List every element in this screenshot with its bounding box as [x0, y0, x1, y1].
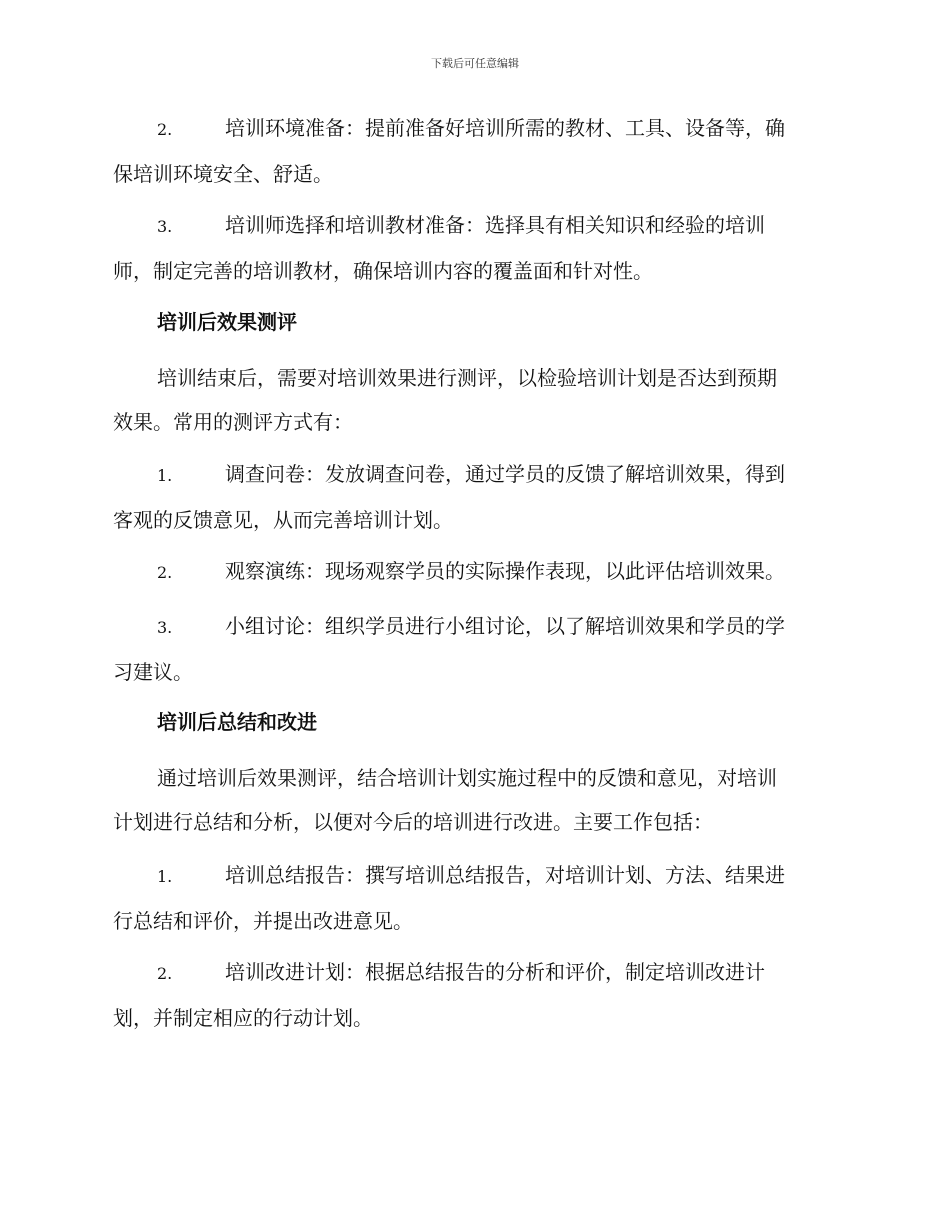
- list-number: 3.: [157, 217, 173, 236]
- paragraph-line: 效果。常用的测评方式有：: [113, 410, 353, 434]
- list-item-report: [113, 853, 838, 943]
- list-item-trainer: [113, 203, 838, 293]
- list-item-observe: [113, 549, 838, 595]
- page-header: 下载后可任意编辑: [431, 57, 519, 70]
- paragraph-line: 通过培训后效果测评，结合培训计划实施过程中的反馈和意见，对培训: [157, 766, 777, 790]
- list-item-text-cont: 习建议。: [113, 660, 193, 684]
- list-item-survey: [113, 452, 838, 542]
- list-item-text-cont: 师，制定完善的培训教材，确保培训内容的覆盖面和针对性。: [113, 259, 653, 283]
- list-number: 1.: [157, 867, 173, 886]
- list-number: 2.: [157, 964, 173, 983]
- list-number: 2.: [157, 563, 173, 582]
- list-item-improve: [113, 950, 838, 1040]
- list-item-text: 培训改进计划：根据总结报告的分析和评价，制定培训改进计: [225, 960, 765, 984]
- section-heading-summary: 培训后总结和改进: [157, 710, 317, 734]
- list-item-text: 调查问卷：发放调查问卷，通过学员的反馈了解培训效果，得到: [225, 462, 785, 486]
- list-item-text: 观察演练：现场观察学员的实际操作表现，以此评估培训效果。: [225, 559, 785, 583]
- list-item-text: 培训总结报告：撰写培训总结报告，对培训计划、方法、结果进: [225, 863, 785, 887]
- list-item-text-cont: 保培训环境安全、舒适。: [113, 162, 333, 186]
- paragraph-summary: [113, 756, 838, 844]
- list-item-text-cont: 划，并制定相应的行动计划。: [113, 1006, 373, 1030]
- list-item-text-cont: 客观的反馈意见，从而完善培训计划。: [113, 508, 453, 532]
- list-item-text-cont: 行总结和评价，并提出改进意见。: [113, 909, 413, 933]
- paragraph-line: 计划进行总结和分析，以便对今后的培训进行改进。主要工作包括：: [113, 810, 713, 834]
- list-item-env-prep: [113, 106, 838, 196]
- section-heading-eval: 培训后效果测评: [157, 310, 297, 334]
- list-item-group: [113, 604, 838, 694]
- paragraph-eval: [113, 356, 838, 444]
- list-number: 2.: [157, 120, 173, 139]
- list-item-text: 培训师选择和培训教材准备：选择具有相关知识和经验的培训: [225, 213, 765, 237]
- list-number: 1.: [157, 466, 173, 485]
- list-item-text: 培训环境准备：提前准备好培训所需的教材、工具、设备等，确: [225, 116, 785, 140]
- paragraph-line: 培训结束后，需要对培训效果进行测评，以检验培训计划是否达到预期: [157, 366, 777, 390]
- list-number: 3.: [157, 618, 173, 637]
- list-item-text: 小组讨论：组织学员进行小组讨论，以了解培训效果和学员的学: [225, 614, 785, 638]
